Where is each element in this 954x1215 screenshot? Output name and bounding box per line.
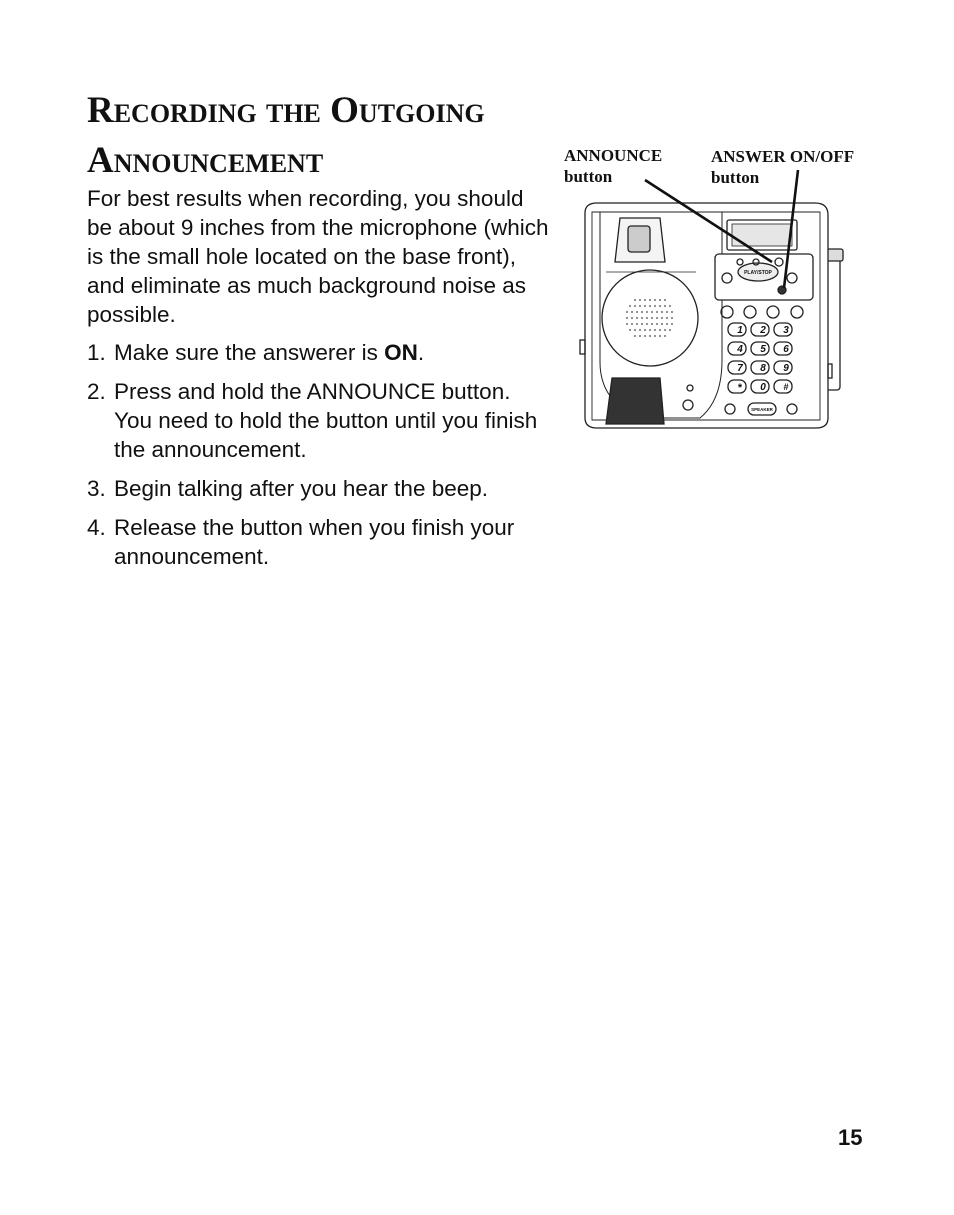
page-title-line-1: Recording the Outgoing <box>87 90 485 131</box>
key-3: 3 <box>783 325 789 336</box>
step-bold-text: ON <box>384 340 418 365</box>
announce-callout-label: ANNOUNCE <box>564 146 663 165</box>
key-6: 6 <box>783 344 789 355</box>
handset-rest <box>606 378 664 424</box>
step-number: 1. <box>87 340 106 365</box>
handset-clip <box>628 226 650 252</box>
key-1: 1 <box>737 325 743 336</box>
key-0: 0 <box>760 382 766 393</box>
step-number: 2. <box>87 379 106 404</box>
step-text: Begin talking after you hear the beep. <box>114 476 489 501</box>
play-stop-label: PLAY/STOP <box>744 270 772 276</box>
key-7: 7 <box>737 363 743 374</box>
step-4 <box>87 513 552 571</box>
step-2 <box>87 377 552 464</box>
key-4: 4 <box>737 344 743 355</box>
step-number: 3. <box>87 476 106 501</box>
phone-base-illustration <box>570 165 860 440</box>
key-5: 5 <box>760 344 766 355</box>
key-star: * <box>737 382 743 394</box>
steps-list <box>87 338 552 571</box>
step-text: Release the button when you finish your announcement. <box>114 515 515 569</box>
key-hash: # <box>783 382 789 392</box>
step-text: Press and hold the ANNOUNCE button. You need to hold the button until you finish the announcement. <box>114 379 538 462</box>
step-1 <box>87 338 552 367</box>
speaker-label: SPEAKER <box>751 407 773 412</box>
speaker-circle <box>602 270 698 366</box>
step-text: Make sure the answerer is <box>114 340 385 365</box>
instructions <box>87 184 552 581</box>
step-3 <box>87 474 552 503</box>
page-title <box>87 86 557 186</box>
page-title-line-2: Announcement <box>87 140 324 181</box>
answer-callout-sub: button <box>711 168 760 187</box>
key-9: 9 <box>783 363 789 374</box>
announce-callout-sub: button <box>564 167 613 186</box>
key-2: 2 <box>760 325 766 336</box>
step-number: 4. <box>87 515 106 540</box>
answer-callout-label: ANSWER ON/OFF <box>711 147 855 166</box>
key-8: 8 <box>760 363 766 374</box>
intro-paragraph: For best results when recording, you should be about 9 inches from the microphone (which is the small hole located on the base front), and eliminate as much background noise as possible. <box>87 186 549 327</box>
page-number: 15 <box>838 1125 863 1150</box>
step-text-end: . <box>417 340 425 365</box>
